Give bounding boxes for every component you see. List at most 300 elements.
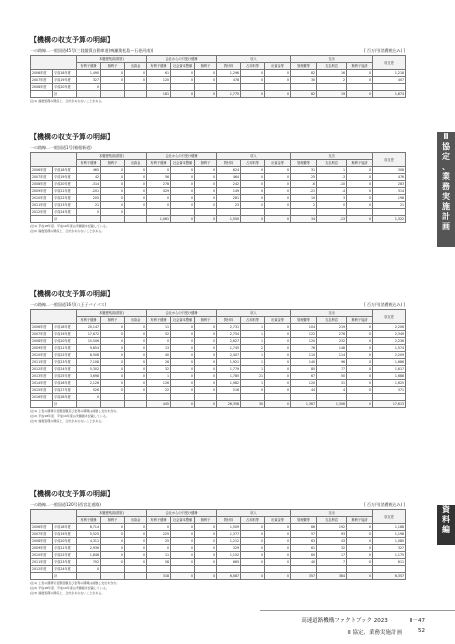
- table-cell: [265, 394, 291, 401]
- header-assumed: 会社からの引受け債務: [147, 56, 217, 63]
- table-row: [31, 552, 406, 559]
- row-year: 2006年度: [31, 524, 53, 531]
- table-cell: 0: [265, 359, 291, 366]
- table-cell: 1: [241, 338, 265, 345]
- table-cell: 1,377: [217, 531, 241, 538]
- table-cell: -314: [77, 181, 101, 188]
- table-cell: 0: [125, 380, 147, 387]
- table-cell: [101, 216, 125, 223]
- table-cell: 665: [217, 559, 241, 566]
- table-cell: 30: [241, 401, 265, 408]
- table-cell: 40: [291, 559, 317, 566]
- table-cell: 1,198: [373, 531, 406, 538]
- table-row: [31, 566, 406, 573]
- table-row: [31, 324, 406, 331]
- row-era-year: 平成21年度: [53, 545, 77, 552]
- table-cell: 63: [291, 538, 317, 545]
- footer-book-title: 高速道路機構ファクトブック 2023: [301, 618, 388, 624]
- row-year: 2008年度: [31, 84, 53, 91]
- table-cell: [125, 216, 147, 223]
- table-cell: 0: [171, 331, 195, 338]
- table-cell: 357: [291, 573, 317, 580]
- header-c5: 社会資本整備: [171, 63, 195, 70]
- header-balance-diff: 収支差: [373, 153, 406, 167]
- table-cell: [373, 84, 406, 91]
- table-row: [31, 188, 406, 195]
- table-cell: 0: [241, 70, 265, 77]
- table-cell: 0: [101, 174, 125, 181]
- table-cell: 3,698: [77, 373, 101, 380]
- table-cell: 0: [101, 387, 125, 394]
- side-tab-char: 実: [442, 192, 450, 201]
- route-name: 一の路線…一般国道45号(三陸縦貫自動車道(鳴瀬奥松島～石巻河南)): [30, 48, 154, 53]
- table-cell: 1: [147, 373, 171, 380]
- table-cell: 0: [265, 70, 291, 77]
- table-cell: [347, 566, 373, 573]
- table-cell: 0: [265, 77, 291, 84]
- table-cell: [101, 401, 125, 408]
- row-era-year: 平成22年度: [53, 552, 77, 559]
- table-cell: 1,175: [373, 552, 406, 559]
- table-cell: 281: [217, 195, 241, 202]
- table-cell: 0: [147, 524, 171, 531]
- table-cell: 329: [217, 545, 241, 552]
- table-cell: [101, 573, 125, 580]
- table-cell: 0: [195, 195, 217, 202]
- table-cell: 0: [195, 559, 217, 566]
- table-cell: 0: [125, 524, 147, 531]
- table-cell: 0: [265, 401, 291, 408]
- table-cell: 0: [241, 77, 265, 84]
- header-c12: 無利子返済: [347, 517, 373, 524]
- side-tab: [437, 132, 455, 247]
- table-cell: 0: [265, 531, 291, 538]
- table-cell: 0: [147, 202, 171, 209]
- row-year: 2006年度: [31, 70, 53, 77]
- unit-label: [ 百万円(消費税込み) ]: [364, 302, 405, 307]
- table-cell: 0: [347, 188, 373, 195]
- header-balance: 本履歴残高(期首): [77, 510, 147, 517]
- table-cell: 1,848: [77, 552, 101, 559]
- table-cell: 429: [147, 188, 171, 195]
- header-c7: 貸付料: [217, 160, 241, 167]
- header-c4: 有利子債務: [147, 517, 171, 524]
- table-cell: 0: [347, 401, 373, 408]
- budget-table: [30, 152, 406, 223]
- table-cell: 0: [347, 174, 373, 181]
- table-cell: 0: [101, 188, 125, 195]
- table-cell: [171, 566, 195, 573]
- table-cell: 0: [347, 387, 373, 394]
- table-row: [31, 531, 406, 538]
- table-cell: 0: [101, 524, 125, 531]
- row-era-year: 計: [53, 216, 77, 223]
- table-cell: [147, 566, 171, 573]
- table-cell: 0: [241, 216, 265, 223]
- table-cell: 283: [373, 181, 406, 188]
- table-cell: 21: [241, 373, 265, 380]
- table-cell: 61: [291, 545, 317, 552]
- row-year: 2013年度: [31, 373, 53, 380]
- table-note: (注3) 端数処理の関係上、合計があわないことがある。: [30, 419, 105, 423]
- table-row: [31, 331, 406, 338]
- header-c7: 貸付料: [217, 63, 241, 70]
- header-c1: 有利子債務: [77, 317, 101, 324]
- table-cell: 0: [347, 545, 373, 552]
- table-cell: 465: [77, 167, 101, 174]
- header-blank: [31, 56, 77, 70]
- table-row: [31, 394, 406, 401]
- footer-rule: [260, 610, 455, 611]
- table-cell: -21: [291, 188, 317, 195]
- table-cell: 2: [241, 345, 265, 352]
- table-cell: 1,574: [373, 345, 406, 352]
- row-era-year: 平成20年度: [53, 538, 77, 545]
- header-expense: 支出: [291, 310, 373, 317]
- table-cell: 371: [373, 387, 406, 394]
- table-cell: 0: [171, 573, 195, 580]
- table-cell: [347, 84, 373, 91]
- table-cell: 31: [317, 380, 347, 387]
- table-cell: 276: [317, 331, 347, 338]
- table-row: [31, 338, 406, 345]
- row-year: 2016年度: [31, 394, 53, 401]
- table-cell: 120: [291, 380, 317, 387]
- table-cell: 40: [147, 352, 171, 359]
- table-cell: 526: [77, 387, 101, 394]
- table-cell: [195, 566, 217, 573]
- table-cell: 2: [317, 77, 347, 84]
- table-cell: 0: [101, 345, 125, 352]
- header-blank: [31, 510, 77, 524]
- table-cell: 114: [317, 352, 347, 359]
- table-cell: 30: [291, 77, 317, 84]
- table-cell: 0: [101, 538, 125, 545]
- table-row: [31, 345, 406, 352]
- table-cell: [265, 84, 291, 91]
- budget-table: [30, 309, 406, 408]
- budget-section: [30, 133, 405, 233]
- header-grp1b: 出資金: [125, 317, 147, 324]
- header-balance: 本履歴残高(期首): [77, 56, 147, 63]
- table-cell: 60: [291, 552, 317, 559]
- header-c6: 無利子: [195, 63, 217, 70]
- header-c2: 無利子: [101, 317, 125, 324]
- header-c2: 無利子: [101, 63, 125, 70]
- table-row: [31, 380, 406, 387]
- table-cell: [217, 566, 241, 573]
- header-expense: 支出: [291, 56, 373, 63]
- table-cell: 0: [265, 174, 291, 181]
- table-cell: 0: [347, 202, 373, 209]
- row-year: 2011年度: [31, 202, 53, 209]
- row-year: 2007年度: [31, 174, 53, 181]
- table-cell: 0: [195, 538, 217, 545]
- table-cell: 0: [147, 338, 171, 345]
- row-year: 2011年度: [31, 359, 53, 366]
- table-cell: 21: [373, 202, 406, 209]
- table-cell: 318: [147, 573, 171, 580]
- table-cell: 0: [147, 545, 171, 552]
- row-era-year: 計: [53, 401, 77, 408]
- header-c2: 無利子: [101, 160, 125, 167]
- table-cell: 0: [347, 538, 373, 545]
- table-cell: 0: [101, 70, 125, 77]
- table-cell: 1,688: [373, 373, 406, 380]
- table-cell: 85: [291, 366, 317, 373]
- table-cell: 26: [147, 359, 171, 366]
- table-cell: [171, 209, 195, 216]
- table-cell: 32: [317, 545, 347, 552]
- table-row: [31, 167, 406, 174]
- table-cell: 0: [265, 331, 291, 338]
- side-tab-char: 、: [442, 162, 450, 171]
- table-cell: 0: [265, 91, 291, 98]
- row-year: [31, 401, 53, 408]
- table-cell: 6,714: [77, 524, 101, 531]
- table-cell: 43: [317, 538, 347, 545]
- table-cell: [291, 84, 317, 91]
- table-cell: 0: [101, 202, 125, 209]
- table-cell: 0: [265, 373, 291, 380]
- table-cell: 61: [147, 70, 171, 77]
- section-title: 【機構の収支予算の明細】: [30, 490, 114, 498]
- table-cell: 0: [195, 181, 217, 188]
- header-c9: 出資金等: [265, 160, 291, 167]
- table-cell: 205: [77, 195, 101, 202]
- table-cell: 0: [265, 338, 291, 345]
- table-cell: [171, 84, 195, 91]
- table-cell: 278: [147, 181, 171, 188]
- table-cell: 0: [171, 352, 195, 359]
- row-era-year: 平成18年度: [53, 324, 77, 331]
- row-year: 2012年度: [31, 566, 53, 573]
- header-c11: 支払利息: [317, 317, 347, 324]
- table-cell: 25: [147, 538, 171, 545]
- header-c8: 占用料等: [241, 63, 265, 70]
- table-cell: 0: [101, 324, 125, 331]
- table-cell: 327: [77, 77, 101, 84]
- budget-section: [30, 36, 405, 103]
- table-cell: 0: [347, 338, 373, 345]
- table-cell: 2,349: [373, 331, 406, 338]
- table-cell: 0: [171, 531, 195, 538]
- table-cell: 0: [241, 545, 265, 552]
- table-cell: [291, 209, 317, 216]
- table-cell: 0: [265, 538, 291, 545]
- table-cell: 96: [317, 359, 347, 366]
- header-c12: 無利子返済: [347, 160, 373, 167]
- table-cell: 0: [125, 188, 147, 195]
- table-cell: 122: [291, 331, 317, 338]
- row-era-year: 平成22年度: [53, 195, 77, 202]
- footer-section-name: Ⅱ 協定、業務実施計画: [348, 630, 402, 636]
- table-cell: 516: [217, 387, 241, 394]
- table-cell: 0: [101, 380, 125, 387]
- header-balance-diff: 収支差: [373, 310, 406, 324]
- table-cell: [195, 394, 217, 401]
- row-era-year: 平成24年度: [53, 209, 77, 216]
- table-cell: 82: [291, 70, 317, 77]
- table-cell: [125, 566, 147, 573]
- table-row: [31, 77, 406, 84]
- table-cell: [291, 394, 317, 401]
- table-cell: 1,296: [217, 70, 241, 77]
- table-cell: 0: [195, 573, 217, 580]
- table-cell: 58: [147, 559, 171, 566]
- row-year: 2012年度: [31, 366, 53, 373]
- table-cell: 3: [317, 195, 347, 202]
- table-cell: 0: [125, 345, 147, 352]
- budget-table: [30, 509, 406, 580]
- header-income: 収入: [217, 310, 291, 317]
- table-row: [31, 387, 406, 394]
- table-cell: 0: [171, 366, 195, 373]
- table-cell: 44: [291, 387, 317, 394]
- total-row: [31, 91, 406, 98]
- table-cell: 0: [171, 324, 195, 331]
- table-cell: 0: [195, 331, 217, 338]
- table-cell: 478: [217, 77, 241, 84]
- table-cell: 0: [265, 324, 291, 331]
- table-cell: 1,188: [373, 524, 406, 531]
- table-row: [31, 373, 406, 380]
- table-cell: 0: [101, 545, 125, 552]
- table-cell: 0: [195, 545, 217, 552]
- table-cell: 148: [317, 345, 347, 352]
- table-cell: [147, 209, 171, 216]
- table-cell: 0: [171, 359, 195, 366]
- table-cell: 0: [241, 538, 265, 545]
- table-cell: 0: [347, 91, 373, 98]
- table-cell: [171, 394, 195, 401]
- table-cell: 0: [347, 77, 373, 84]
- table-cell: [217, 209, 241, 216]
- table-cell: 42: [77, 174, 101, 181]
- table-cell: 0: [101, 167, 125, 174]
- table-cell: [347, 394, 373, 401]
- table-cell: 232: [317, 338, 347, 345]
- row-year: 2008年度: [31, 181, 53, 188]
- table-row: [31, 195, 406, 202]
- row-era-year: 平成25年度: [53, 373, 77, 380]
- table-cell: 0: [347, 352, 373, 359]
- table-cell: 1: [317, 167, 347, 174]
- table-cell: 0: [347, 380, 373, 387]
- table-cell: 31: [291, 167, 317, 174]
- row-year: 2010年度: [31, 552, 53, 559]
- table-cell: 0: [195, 188, 217, 195]
- table-cell: 19: [317, 91, 347, 98]
- table-cell: 0: [195, 70, 217, 77]
- table-cell: 0: [265, 216, 291, 223]
- table-cell: [317, 566, 347, 573]
- row-era-year: 平成18年度: [53, 70, 77, 77]
- table-cell: 0: [347, 216, 373, 223]
- table-cell: 0: [77, 84, 101, 91]
- table-note: (注2) 端数処理の関係上、合計があわないことがある。: [30, 229, 105, 233]
- table-cell: 7: [317, 559, 347, 566]
- row-era-year: 平成23年度: [53, 359, 77, 366]
- table-cell: 1,080: [373, 538, 406, 545]
- table-cell: 1,921: [217, 359, 241, 366]
- table-cell: 9,654: [77, 345, 101, 352]
- table-cell: 0: [77, 209, 101, 216]
- table-cell: 0: [195, 345, 217, 352]
- row-era-year: 計: [53, 573, 77, 580]
- table-cell: 0: [265, 195, 291, 202]
- table-cell: 0: [101, 352, 125, 359]
- header-balance: 本履歴残高(期首): [77, 153, 147, 160]
- table-cell: 0: [265, 552, 291, 559]
- table-cell: 0: [125, 181, 147, 188]
- header-c11: 支払利息: [317, 517, 347, 524]
- row-year: 2009年度: [31, 345, 53, 352]
- table-cell: [125, 209, 147, 216]
- table-cell: 1,785: [217, 373, 241, 380]
- table-cell: 0: [195, 202, 217, 209]
- table-cell: 1,367: [291, 401, 317, 408]
- table-cell: [241, 84, 265, 91]
- table-cell: 0: [171, 545, 195, 552]
- row-year: 2012年度: [31, 209, 53, 216]
- table-cell: 1,218: [373, 70, 406, 77]
- table-cell: 32: [147, 366, 171, 373]
- table-cell: 0: [171, 216, 195, 223]
- row-year: 2006年度: [31, 167, 53, 174]
- table-cell: 77: [317, 366, 347, 373]
- table-cell: 120: [147, 77, 171, 84]
- table-cell: 314: [373, 188, 406, 195]
- table-cell: 17: [317, 552, 347, 559]
- header-c11: 支払利息: [317, 63, 347, 70]
- side-tab-char: 料: [442, 515, 450, 524]
- table-cell: 0: [171, 401, 195, 408]
- row-year: 2007年度: [31, 77, 53, 84]
- table-cell: 0: [265, 387, 291, 394]
- table-cell: 308: [373, 167, 406, 174]
- table-cell: 0: [195, 373, 217, 380]
- side-tab-char: 画: [442, 222, 450, 231]
- table-cell: 1,061: [147, 216, 171, 223]
- table-cell: 0: [101, 195, 125, 202]
- table-cell: [77, 216, 101, 223]
- table-cell: 0: [347, 373, 373, 380]
- table-cell: 1,152: [217, 552, 241, 559]
- table-cell: 0: [265, 352, 291, 359]
- row-era-year: 平成21年度: [53, 188, 77, 195]
- table-cell: 0: [347, 559, 373, 566]
- table-cell: 0: [125, 167, 147, 174]
- table-cell: -4: [317, 188, 347, 195]
- row-era-year: 平成20年度: [53, 181, 77, 188]
- row-era-year: 平成19年度: [53, 174, 77, 181]
- footer-section-code: Ⅱ－47: [409, 618, 425, 624]
- table-cell: 0: [125, 77, 147, 84]
- table-cell: 13: [147, 345, 171, 352]
- row-year: 2014年度: [31, 380, 53, 387]
- table-cell: 2,206: [373, 324, 406, 331]
- table-cell: 1,617: [373, 366, 406, 373]
- table-cell: 2,407: [217, 352, 241, 359]
- header-blank: [31, 153, 77, 167]
- table-cell: 0: [195, 401, 217, 408]
- table-cell: 0: [347, 366, 373, 373]
- header-income: 収入: [217, 56, 291, 63]
- row-year: [31, 91, 53, 98]
- table-cell: [125, 394, 147, 401]
- table-cell: 1,775: [217, 91, 241, 98]
